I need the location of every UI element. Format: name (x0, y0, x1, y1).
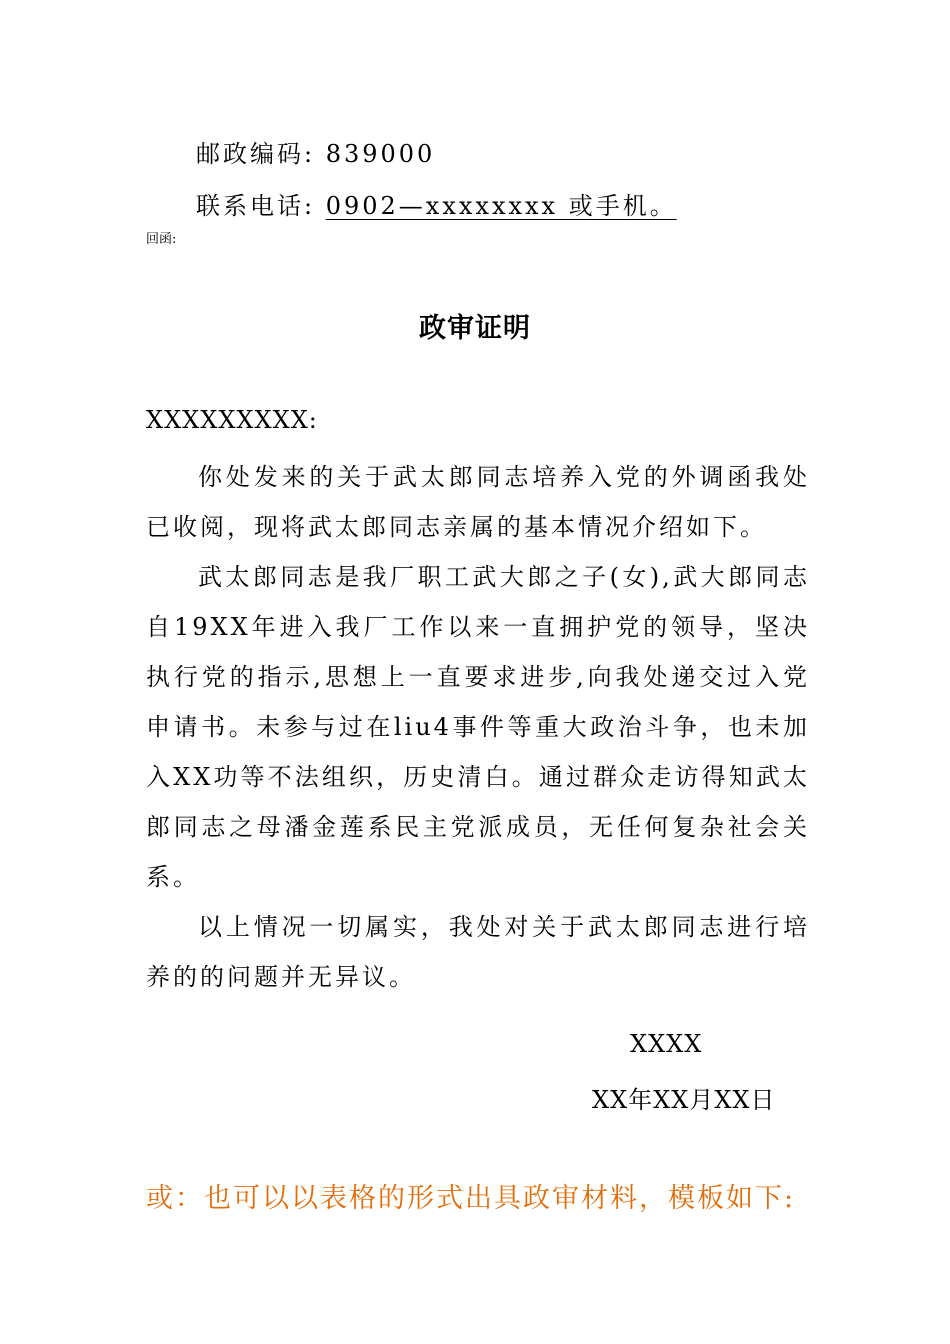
phone-line (196, 186, 677, 221)
document-title: 政审证明 (419, 313, 531, 344)
paragraph-conclusion: 以上情况一切属实，我处对关于武太郎同志进行培养的的问题并无异议。 (146, 913, 810, 991)
document-body (146, 452, 810, 1002)
postal-code-line: 邮政编码: 839000 (196, 140, 436, 168)
phone-value: 0902—xxxxxxxx 或手机。 (325, 192, 677, 220)
template-note: 或：也可以以表格的形式出具政审材料，模板如下: (146, 1183, 796, 1214)
phone-label: 联系电话: (196, 192, 326, 220)
signature-date: XX年XX月XX日 (592, 1086, 776, 1114)
paragraph-details: 武太郎同志是我厂职工武大郎之子(女),武大郎同志自19XX年进入我厂工作以来一直拥护党的领导，坚决执行党的指示,思想上一直要求进步,向我处递交过入党申请书。未参与过在liu4事件等重大政治斗争，也未加入XX功等不法组织，历史清白。通过群众走访得知武太郎同志之母潘金莲系民主党派成员，无任何复杂社会关系。 (146, 563, 810, 891)
paragraph-intro: 你处发来的关于武太郎同志培养入党的外调函我处已收阅，现将武太郎同志亲属的基本情况介绍如下。 (146, 463, 810, 541)
reply-label: 回函: (146, 232, 177, 247)
signature-organization: XXXX (630, 1030, 703, 1058)
addressee: XXXXXXXXX: (146, 406, 318, 434)
